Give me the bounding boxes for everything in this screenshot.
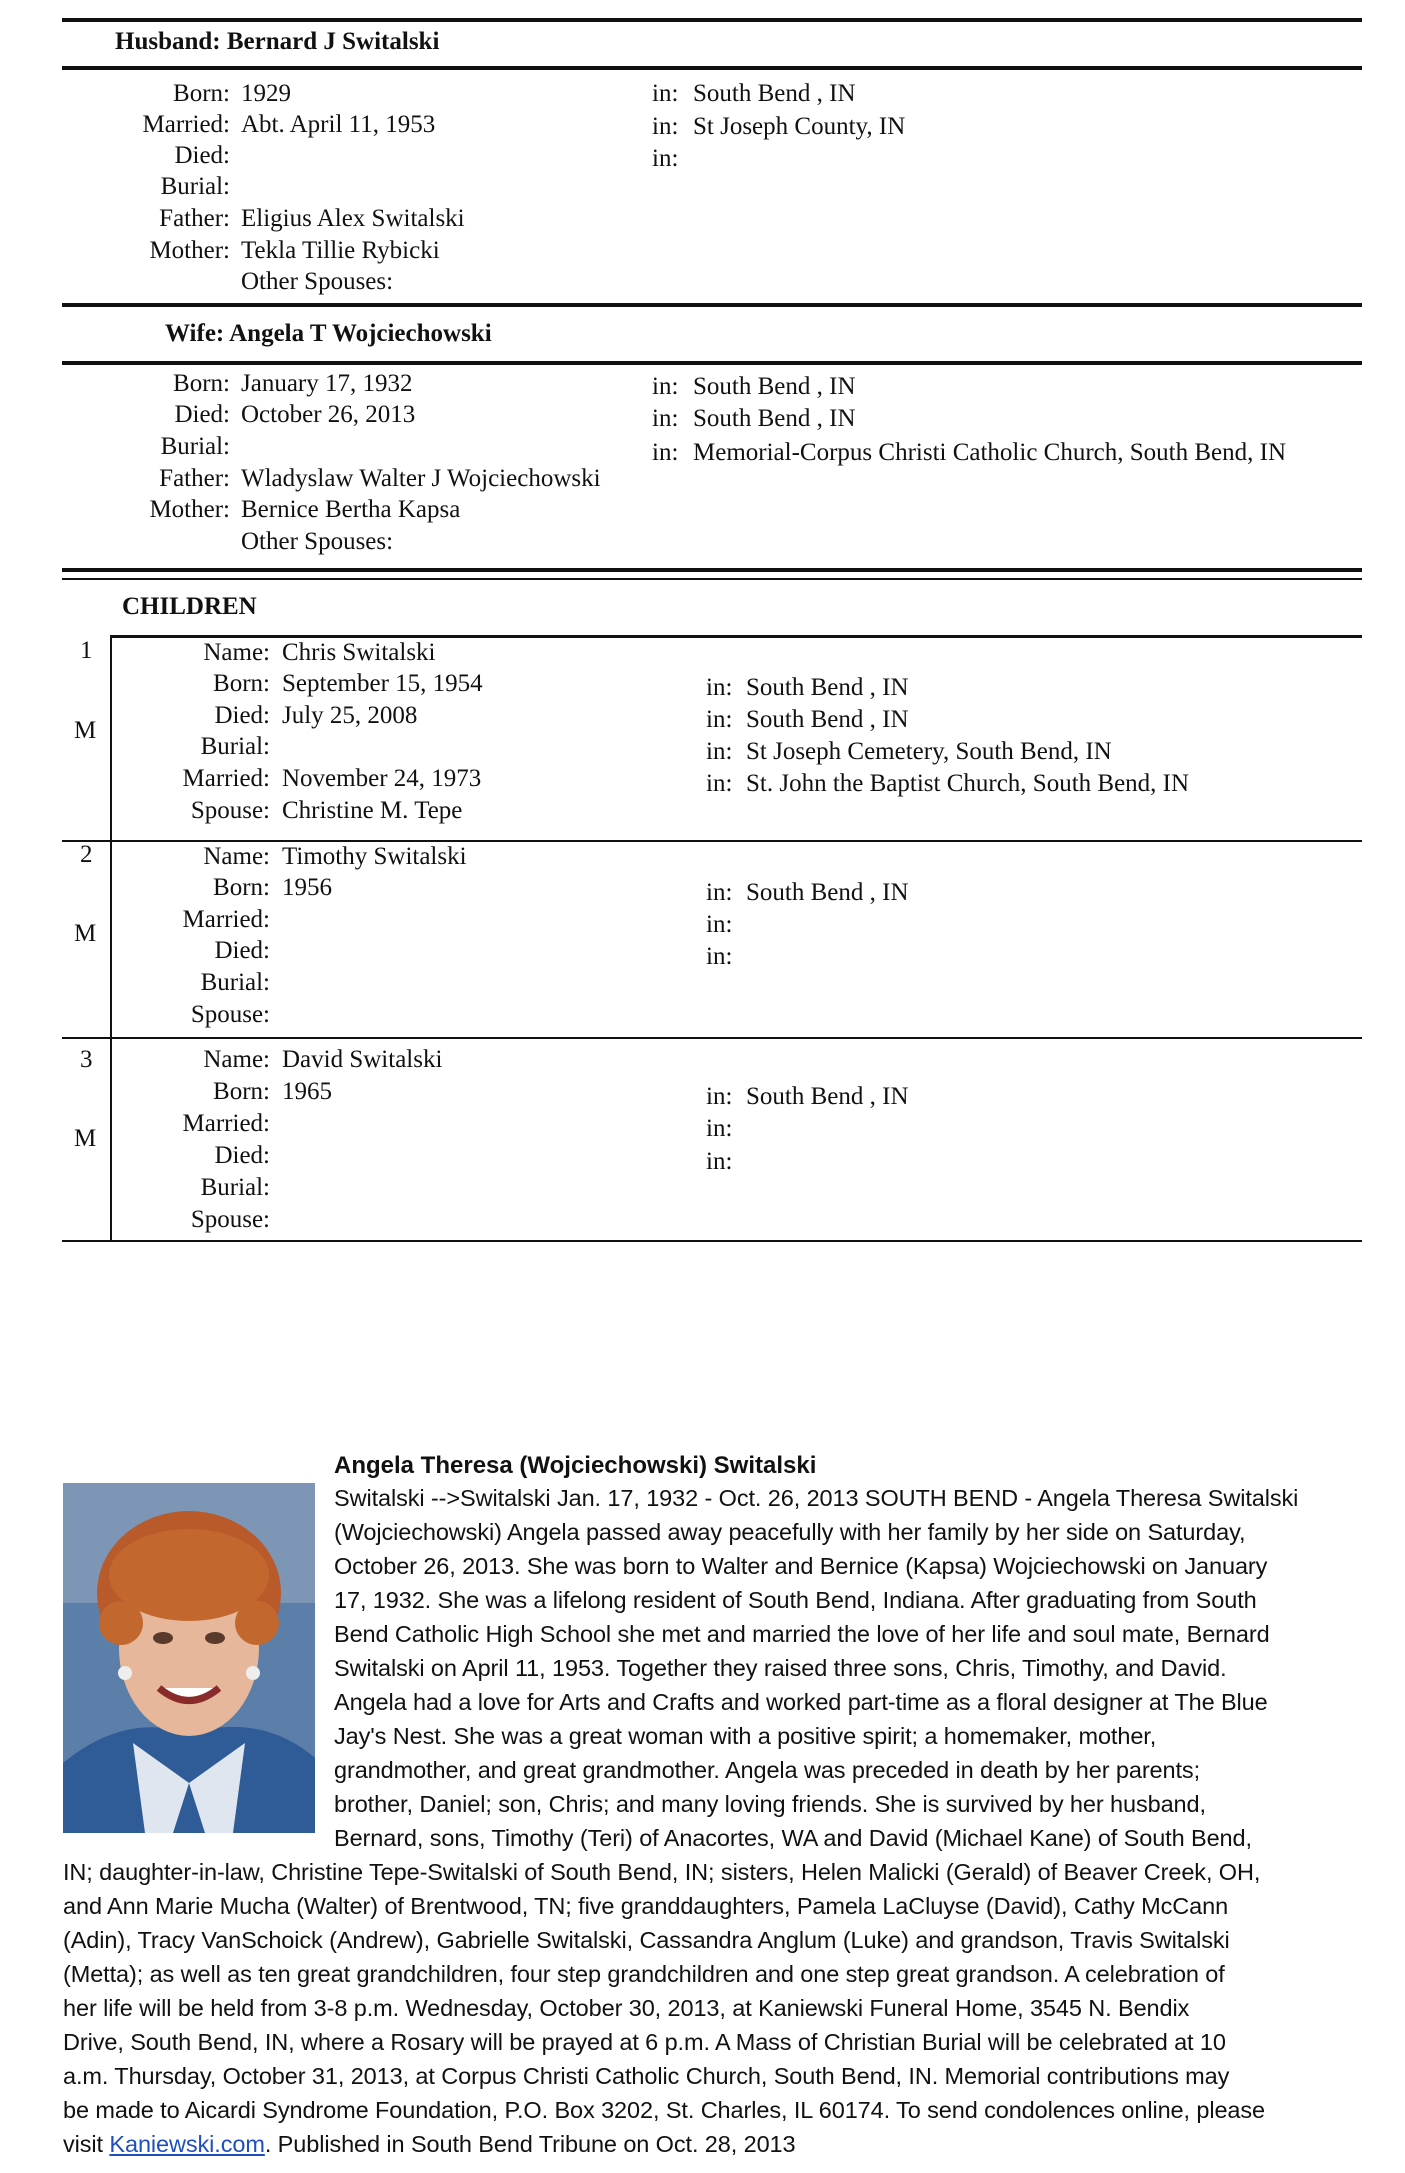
wife-header — [165, 320, 492, 348]
child-born-value: 1965 — [282, 1078, 332, 1105]
child-spouse-label: Spouse: — [190, 1206, 270, 1233]
child-died-label: Died: — [214, 1142, 270, 1169]
child-died-in-label: in: — [706, 706, 733, 733]
wife-born-place: South Bend , IN — [693, 373, 856, 400]
child-burial-place: St Joseph Cemetery, South Bend, IN — [746, 738, 1112, 765]
husband-father-value: Eligius Alex Switalski — [241, 205, 465, 232]
child-spouse-label: Spouse: — [190, 797, 270, 824]
wife-died-place: South Bend , IN — [693, 405, 856, 432]
husband-married-label: Married: — [142, 111, 230, 138]
obituary-line: IN; daughter-in-law, Christine Tepe-Switalski of South Bend, IN; sisters, Helen Malicki (Gerald) of Beaver Creek, OH, — [63, 1859, 1261, 1885]
child-born-value: 1956 — [282, 874, 332, 901]
child-married-label: Married: — [182, 765, 270, 792]
wife-header-label: Wife: — [165, 320, 225, 347]
child-born-in-label: in: — [706, 674, 733, 701]
child-born-place: South Bend , IN — [746, 1083, 909, 1110]
child-spouse-label: Spouse: — [190, 1001, 270, 1028]
child-burial-in-label: in: — [706, 738, 733, 765]
husband-died-label: Died: — [174, 142, 230, 169]
child-name-label: Name: — [203, 843, 270, 870]
wife-born-value: January 17, 1932 — [241, 370, 413, 397]
wife-burial-label: Burial: — [160, 433, 230, 460]
child-spouse-value: Christine M. Tepe — [282, 797, 463, 824]
wife-born-label: Born: — [173, 370, 230, 397]
children-top-rule-1 — [62, 568, 1362, 572]
wife-top-rule — [62, 303, 1362, 307]
children-bottom-rule — [62, 1240, 1362, 1242]
portrait-image — [63, 1483, 315, 1833]
obituary-line: and Ann Marie Mucha (Walter) of Brentwood, TN; five granddaughters, Pamela LaCluyse (David), Cathy McCann — [63, 1893, 1229, 1919]
child-married-in-label: in: — [706, 1115, 733, 1142]
child-name-label: Name: — [203, 639, 270, 666]
obituary-photo — [63, 1483, 315, 1833]
wife-died-label: Died: — [174, 401, 230, 428]
child-born-place: South Bend , IN — [746, 674, 909, 701]
obituary-last-suffix: . Published in South Bend Tribune on Oct. 28, 2013 — [264, 2131, 796, 2157]
child-sex: M — [74, 1125, 97, 1152]
child-sex: M — [74, 717, 97, 744]
child-name-value: David Switalski — [282, 1046, 443, 1073]
child-separator-1 — [62, 840, 1362, 842]
husband-header-label: Husband: — [115, 28, 221, 55]
child-name-value: Chris Switalski — [282, 639, 436, 666]
obituary-line: Switalski -->Switalski Jan. 17, 1932 - Oct. 26, 2013 SOUTH BEND - Angela Theresa Switalski — [334, 1485, 1299, 1511]
wife-burial-place: Memorial-Corpus Christi Catholic Church, South Bend, IN — [693, 439, 1287, 466]
children-top-rule-2 — [62, 578, 1362, 580]
husband-name: Bernard J Switalski — [226, 28, 440, 55]
wife-name: Angela T Wojciechowski — [229, 320, 492, 347]
obituary-line: grandmother, and great grandmother. Angela was preceded in death by her parents; — [334, 1757, 1200, 1783]
obituary-line: Switalski on April 11, 1953. Together they raised three sons, Chris, Timothy, and David. — [334, 1655, 1227, 1681]
wife-father-value: Wladyslaw Walter J Wojciechowski — [241, 465, 601, 492]
wife-mother-label: Mother: — [149, 496, 230, 523]
husband-mother-value: Tekla Tillie Rybicki — [241, 237, 440, 264]
child-died-in-label: in: — [706, 943, 733, 970]
husband-father-label: Father: — [159, 205, 230, 232]
children-header: CHILDREN — [122, 593, 257, 620]
child-married-in-label: in: — [706, 911, 733, 938]
obituary-line: October 26, 2013. She was born to Walter and Bernice (Kapsa) Wojciechowski on January — [334, 1553, 1268, 1579]
child-separator-2 — [62, 1037, 1362, 1039]
obituary-line: Bernard, sons, Timothy (Teri) of Anacortes, WA and David (Michael Kane) of South Bend, — [334, 1825, 1252, 1851]
children-header-rule — [110, 635, 1362, 638]
wife-mother-value: Bernice Bertha Kapsa — [241, 496, 461, 523]
child-married-in-label: in: — [706, 770, 733, 797]
obituary-line: (Adin), Tracy VanSchoick (Andrew), Gabrielle Switalski, Cassandra Anglum (Luke) and grandson, Travis Switalski — [63, 1927, 1230, 1953]
child-burial-label: Burial: — [200, 1174, 270, 1201]
child-born-label: Born: — [213, 874, 270, 901]
husband-born-in-label: in: — [652, 80, 679, 107]
kaniewski-link[interactable]: Kaniewski.com — [109, 2131, 265, 2157]
husband-born-place: South Bend , IN — [693, 80, 856, 107]
child-name-value: Timothy Switalski — [282, 843, 467, 870]
wife-burial-in-label: in: — [652, 439, 679, 466]
wife-died-in-label: in: — [652, 405, 679, 432]
wife-born-in-label: in: — [652, 373, 679, 400]
child-born-place: South Bend , IN — [746, 879, 909, 906]
top-rule — [62, 18, 1362, 22]
child-name-label: Name: — [203, 1046, 270, 1073]
obituary-title: Angela Theresa (Wojciechowski) Switalski — [334, 1452, 817, 1479]
child-number: 2 — [80, 841, 93, 868]
obituary-line: Jay's Nest. She was a great woman with a positive spirit; a homemaker, mother, — [334, 1723, 1157, 1749]
child-died-value: July 25, 2008 — [282, 702, 418, 729]
wife-died-value: October 26, 2013 — [241, 401, 416, 428]
husband-header — [115, 28, 439, 56]
obituary-last-prefix: visit — [63, 2131, 110, 2157]
child-married-label: Married: — [182, 1110, 270, 1137]
husband-died-in-label: in: — [652, 145, 679, 172]
child-married-value: November 24, 1973 — [282, 765, 482, 792]
obituary-line: be made to Aicardi Syndrome Foundation, P.O. Box 3202, St. Charles, IL 60174. To send condolences online, please — [63, 2097, 1266, 2123]
husband-born-value: 1929 — [241, 80, 291, 107]
wife-father-label: Father: — [159, 465, 230, 492]
husband-rule — [62, 66, 1362, 70]
husband-born-label: Born: — [173, 80, 230, 107]
child-married-label: Married: — [182, 906, 270, 933]
wife-other-spouses: Other Spouses: — [241, 528, 394, 555]
child-died-label: Died: — [214, 702, 270, 729]
husband-married-value: Abt. April 11, 1953 — [241, 111, 436, 138]
obituary-last-line — [63, 2131, 795, 2158]
child-died-place: South Bend , IN — [746, 706, 909, 733]
child-married-place: St. John the Baptist Church, South Bend, IN — [746, 770, 1190, 797]
obituary-line: Drive, South Bend, IN, where a Rosary will be prayed at 6 p.m. A Mass of Christian Burial will be celebrated at 10 — [63, 2029, 1226, 2055]
child-born-label: Born: — [213, 1078, 270, 1105]
obituary-line: (Wojciechowski) Angela passed away peacefully with her family by her side on Saturday, — [334, 1519, 1246, 1545]
obituary-line: a.m. Thursday, October 31, 2013, at Corpus Christi Catholic Church, South Bend, IN. Memorial contributions may — [63, 2063, 1230, 2089]
husband-mother-label: Mother: — [149, 237, 230, 264]
obituary-line: Angela had a love for Arts and Crafts and worked part-time as a floral designer at The Blue — [334, 1689, 1268, 1715]
obituary-line: brother, Daniel; son, Chris; and many loving friends. She is survived by her husband, — [334, 1791, 1206, 1817]
child-born-label: Born: — [213, 670, 270, 697]
child-burial-label: Burial: — [200, 733, 270, 760]
obituary-line: (Metta); as well as ten great grandchildren, four step grandchildren and one step great grandson. A celebration of — [63, 1961, 1225, 1987]
husband-other-spouses: Other Spouses: — [241, 268, 394, 295]
child-born-value: September 15, 1954 — [282, 670, 483, 697]
husband-married-in-label: in: — [652, 113, 679, 140]
child-number: 3 — [80, 1046, 93, 1073]
obituary-line: Bend Catholic High School she met and married the love of her life and soul mate, Bernard — [334, 1621, 1270, 1647]
wife-rule — [62, 361, 1362, 365]
obituary-line: her life will be held from 3-8 p.m. Wednesday, October 30, 2013, at Kaniewski Funeral Home, 3545 N. Bendix — [63, 1995, 1190, 2021]
child-born-in-label: in: — [706, 879, 733, 906]
child-died-in-label: in: — [706, 1148, 733, 1175]
child-born-in-label: in: — [706, 1083, 733, 1110]
obituary-line: 17, 1932. She was a lifelong resident of South Bend, Indiana. After graduating from South — [334, 1587, 1257, 1613]
husband-married-place: St Joseph County, IN — [693, 113, 906, 140]
child-number: 1 — [80, 637, 93, 664]
child-burial-label: Burial: — [200, 969, 270, 996]
husband-burial-label: Burial: — [160, 173, 230, 200]
child-sex: M — [74, 920, 97, 947]
children-left-border — [110, 635, 112, 1240]
child-died-label: Died: — [214, 937, 270, 964]
